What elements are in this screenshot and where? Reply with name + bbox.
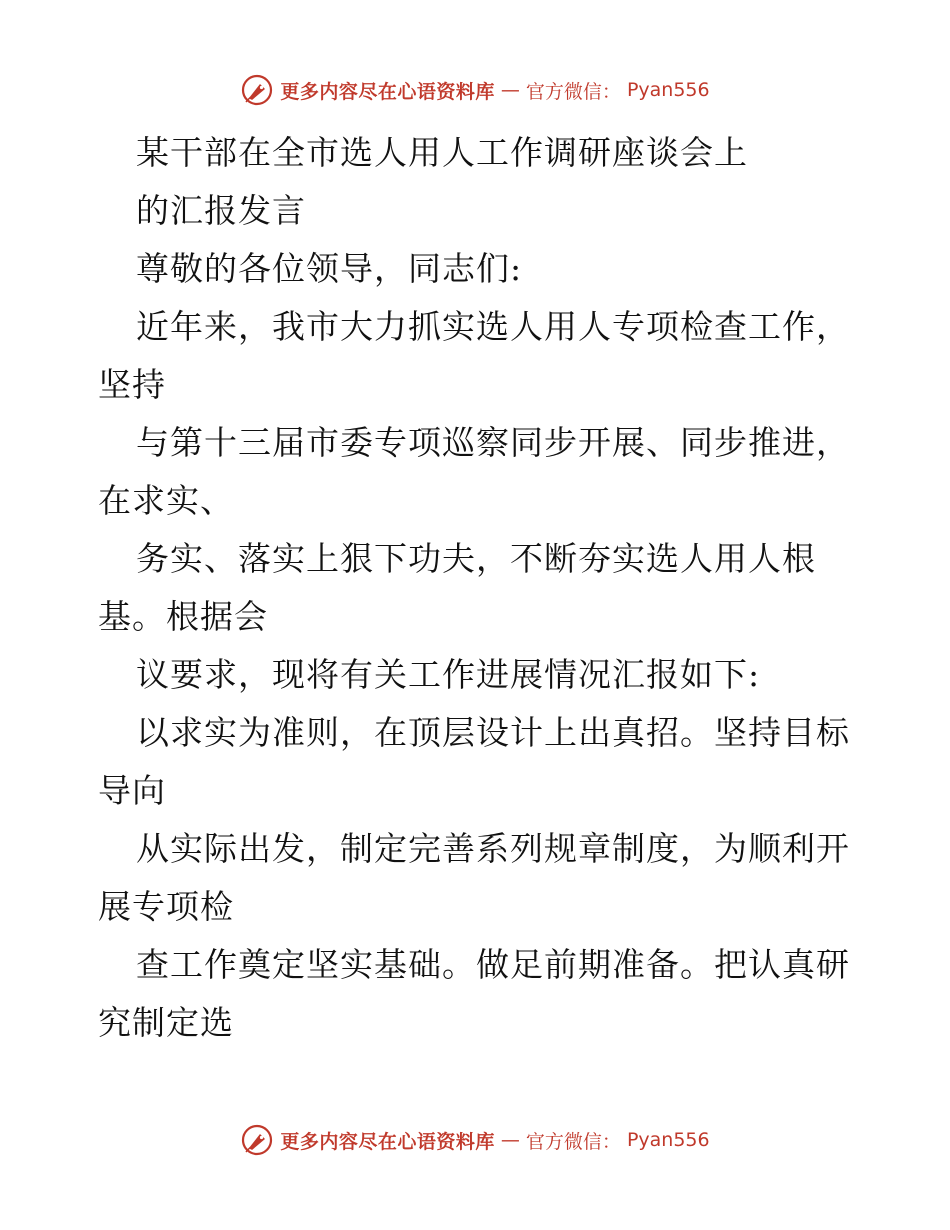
paragraph-line: 近年来，我市大力抓实选人用人专项检查工作， — [136, 307, 850, 346]
salutation-line: 尊敬的各位领导，同志们: — [136, 249, 523, 288]
watermark-contact-id: Pyan556 — [626, 79, 710, 101]
paragraph-line: 务实、落实上狠下功夫，不断夯实选人用人根 — [136, 539, 816, 578]
paragraph-line: 从实际出发，制定完善系列规章制度，为顺利开 — [136, 829, 850, 868]
pen-nib-circle-icon — [240, 1123, 274, 1157]
watermark-separator: — — [500, 79, 520, 101]
footer-watermark — [0, 1120, 950, 1160]
paragraph-line: 坚持 — [98, 365, 166, 404]
paragraph-line: 基。根据会 — [98, 597, 268, 636]
paragraph-line: 议要求，现将有关工作进展情况汇报如下: — [136, 655, 761, 694]
header-watermark — [0, 70, 950, 110]
paragraph-line: 展专项检 — [98, 887, 234, 926]
paragraph-line: 究制定选 — [98, 1003, 234, 1042]
paragraph-line: 导向 — [98, 771, 166, 810]
watermark-brand: 更多内容尽在心语资料库 — [280, 80, 495, 103]
paragraph-line: 在求实、 — [98, 481, 234, 520]
watermark-contact-id: Pyan556 — [626, 1129, 710, 1151]
watermark-brand: 更多内容尽在心语资料库 — [280, 1130, 495, 1153]
paragraph-line: 以求实为准则，在顶层设计上出真招。坚持目标 — [136, 713, 850, 752]
document-body — [98, 124, 878, 1052]
pen-nib-circle-icon — [240, 73, 274, 107]
document-title-line-2: 的汇报发言 — [136, 191, 306, 230]
paragraph-line: 查工作奠定坚实基础。做足前期准备。把认真研 — [136, 945, 850, 984]
paragraph-line: 与第十三届市委专项巡察同步开展、同步推进， — [136, 423, 850, 462]
watermark-separator: — — [500, 1129, 520, 1151]
document-title-line-1: 某干部在全市选人用人工作调研座谈会上 — [136, 133, 748, 172]
watermark-contact-label: 官方微信： — [525, 80, 621, 103]
watermark-contact-label: 官方微信： — [525, 1130, 621, 1153]
